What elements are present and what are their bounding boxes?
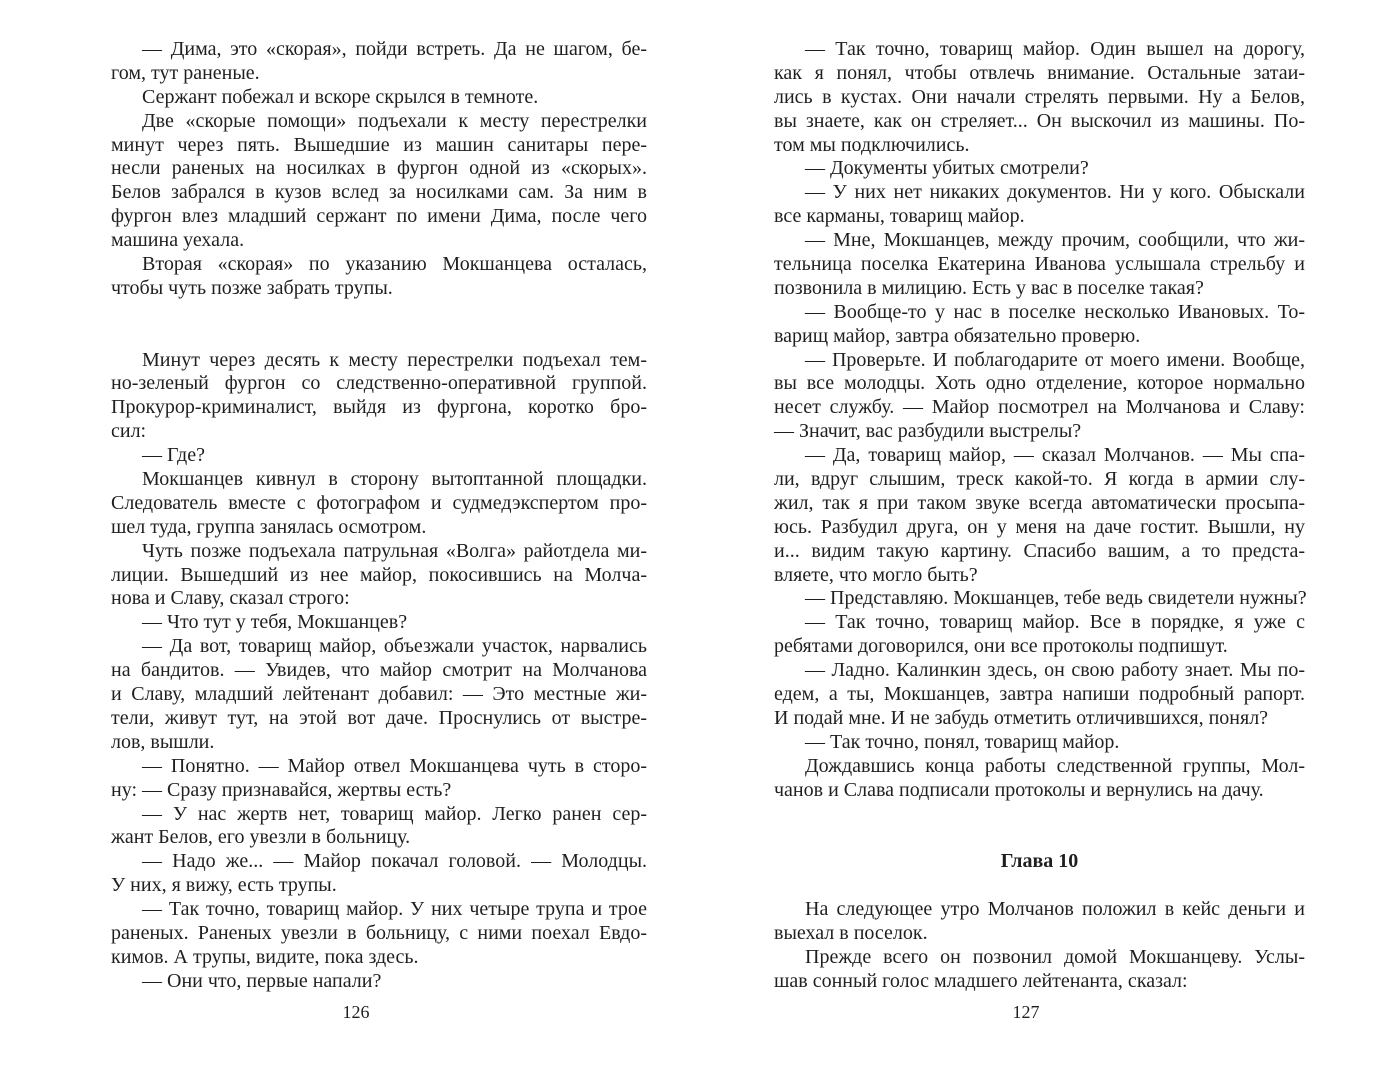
text-line: нова и Славу, сказал строго: (111, 587, 350, 610)
text-line: но-зеленый фургон со следственно-оперативной группой. (111, 372, 647, 395)
text-line: — У них нет никаких документов. Ни у кого. Обыскали (805, 181, 1305, 204)
text-line: ребятами договорился, они все протоколы подпишут. (774, 635, 1228, 658)
text-line: вы знаете, как он стреляет... Он выскочил из машины. По- (774, 109, 1305, 132)
text-line: Дождавшись конца работы следственной группы, Мол- (805, 754, 1305, 777)
text-line: Вторая «скорая» по указанию Мокшанцева осталась, (142, 253, 647, 276)
text-line: том мы подключились. (774, 133, 970, 156)
text-line: вляете, что могло быть? (774, 563, 978, 586)
left-block-1 (111, 38, 647, 301)
text-line: — Что тут у тебя, Мокшанцев? (142, 611, 408, 634)
text-line: тельница поселка Екатерина Иванова услышала стрельбу и (774, 253, 1305, 276)
text-line: — Представляю. Мокшанцев, тебе ведь свидетели нужны? (805, 587, 1307, 610)
section-break (111, 301, 647, 325)
text-line: вы все молодцы. Хоть одно отделение, которое нормально (774, 372, 1305, 395)
text-line: Две «скорые помощи» подъехали к месту перестрелки (142, 109, 647, 132)
text-line: едем, а ты, Мокшанцев, завтра напиши подробный рапорт. (774, 683, 1305, 706)
text-line: Мокшанцев кивнул в сторону вытоптанной площадки. (142, 468, 647, 491)
text-line: фургон влез младший сержант по имени Дима, после чего (111, 205, 647, 228)
text-line: на бандитов. — Увидев, что майор смотрит на Молчанова (111, 659, 647, 682)
page-number-right: 127 (1012, 1002, 1040, 1022)
text-line: шав сонный голос младшего лейтенанта, сказал: (774, 969, 1188, 992)
text-line: несет службу. — Майор посмотрел на Молчанова и Славу: (774, 396, 1305, 419)
text-line: Прежде всего он позвонил домой Мокшанцеву. Услы- (805, 945, 1305, 968)
text-line: жил, так я при таком звуке всегда автоматически просыпа- (774, 491, 1305, 514)
text-line: кимов. А трупы, видите, пока здесь. (111, 945, 419, 968)
text-line: позвонила в милицию. Есть у вас в поселке такая? (774, 276, 1204, 299)
text-line: — Дима, это «скорая», пойди встреть. Да не шагом, бе- (142, 38, 647, 60)
section-break (774, 826, 1305, 850)
left-block-2 (111, 349, 647, 994)
section-break (774, 874, 1305, 898)
text-line: жант Белов, его увезли в больницу. (111, 826, 411, 849)
text-line: У них, я вижу, есть трупы. (111, 874, 337, 897)
right-block-1 (774, 38, 1305, 803)
text-line: и Славу, младший лейтенант добавил: — Это местные жи- (111, 683, 647, 706)
text-line: И подай мне. И не забудь отметить отличившихся, понял? (774, 706, 1269, 729)
text-line: Минут через десять к месту перестрелки подъехал тем- (142, 348, 647, 371)
text-line: минут через пять. Вышедшие из машин санитары пере- (111, 133, 647, 156)
text-line: — Так точно, товарищ майор. Один вышел на дорогу, (805, 38, 1305, 60)
section-break (111, 325, 647, 349)
text-line: Следователь вместе с фотографом и судмедэкспертом про- (111, 491, 647, 514)
left-page (111, 38, 647, 994)
page-number-left: 126 (342, 1002, 370, 1022)
text-line: — Мне, Мокшанцев, между прочим, сообщили, что жи- (805, 229, 1305, 252)
text-line: — Они что, первые напали? (142, 969, 382, 992)
text-line: — Значит, вас разбудили выстрелы? (774, 420, 1082, 443)
text-line: — Ладно. Калинкин здесь, он свою работу знает. Мы по- (805, 659, 1305, 682)
text-line: — Вообще-то у нас в поселке несколько Ивановых. То- (805, 300, 1305, 323)
text-line: сил: (111, 420, 147, 443)
text-line: — Так точно, понял, товарищ майор. (805, 730, 1120, 753)
text-line: чанов и Слава подписали протоколы и вернулись на дачу. (774, 778, 1264, 801)
text-line: лиции. Вышедший из нее майор, покосившись на Молча- (111, 563, 647, 586)
text-line: — У нас жертв нет, товарищ майор. Легко ранен сер- (142, 802, 647, 825)
right-block-2 (774, 898, 1305, 994)
text-line: выехал в поселок. (774, 921, 928, 944)
text-line: шел туда, группа занялась осмотром. (111, 515, 427, 538)
text-line: чтобы чуть позже забрать трупы. (111, 276, 393, 299)
text-line: ли, вдруг слышим, треск какой-то. Я когда в армии слу- (774, 468, 1305, 491)
right-page (774, 38, 1305, 994)
text-line: несли раненых на носилках в фургон одной из «скорых». (111, 157, 647, 180)
text-line: — Да, товарищ майор, — сказал Молчанов. — Мы спа- (805, 444, 1305, 467)
text-line: все карманы, товарищ майор. (774, 205, 1025, 228)
text-line: гом, тут раненые. (111, 61, 260, 84)
text-line: машина уехала. (111, 229, 245, 252)
text-line: лов, вышли. (111, 730, 215, 753)
text-line: как я понял, чтобы отвлечь внимание. Остальные затаи- (774, 61, 1305, 84)
chapter-title: Глава 10 (1000, 850, 1079, 873)
section-break (774, 803, 1305, 827)
text-line: варищ майор, завтра обязательно проверю. (774, 324, 1141, 347)
text-line: — Так точно, товарищ майор. У них четыре трупа и трое (142, 898, 647, 921)
text-line: лись в кустах. Они начали стрелять первыми. Ну а Белов, (774, 85, 1305, 108)
text-line: тели, живут тут, на этой вот даче. Проснулись от выстре- (111, 706, 647, 729)
text-line: — Да вот, товарищ майор, объезжали участок, нарвались (142, 635, 647, 658)
text-line: и... видим такую картину. Спасибо вашим, а то предста- (774, 539, 1305, 562)
text-line: Сержант побежал и вскоре скрылся в темноте. (142, 85, 539, 108)
text-line: Прокурор-криминалист, выйдя из фургона, коротко бро- (111, 396, 647, 419)
text-line: — Проверьте. И поблагодарите от моего имени. Вообще, (805, 348, 1305, 371)
text-line: Чуть позже подъехала патрульная «Волга» райотдела ми- (142, 539, 647, 562)
text-line: Белов забрался в кузов вслед за носилками сам. За ним в (111, 181, 647, 204)
text-line: — Надо же... — Майор покачал головой. — Молодцы. (142, 850, 647, 873)
text-line: — Документы убитых смотрели? (805, 157, 1089, 180)
text-line: — Понятно. — Майор отвел Мокшанцева чуть в сторо- (142, 754, 647, 777)
text-line: юсь. Разбудил друга, он у меня на даче гостит. Вышли, ну (774, 515, 1305, 538)
text-line: ну: — Сразу признавайся, жертвы есть? (111, 778, 452, 801)
text-line: раненых. Раненых увезли в больницу, с ними поехал Евдо- (111, 921, 647, 944)
text-line: — Где? (142, 444, 205, 467)
text-line: — Так точно, товарищ майор. Все в порядке, я уже с (805, 611, 1305, 634)
text-line: На следующее утро Молчанов положил в кейс деньги и (805, 898, 1305, 921)
